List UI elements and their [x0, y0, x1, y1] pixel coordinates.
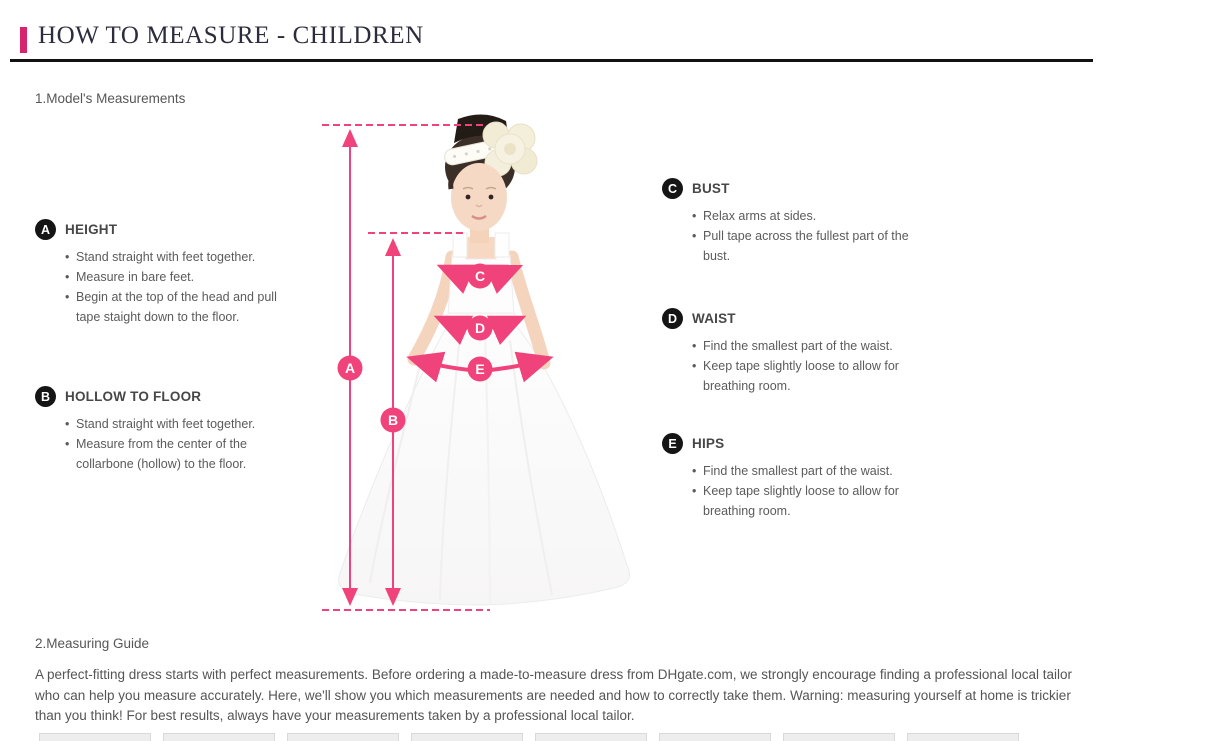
measurement-section-height: [35, 219, 297, 327]
model-measurements-heading: 1.Model's Measurements: [35, 91, 186, 106]
size-chart-cell: [783, 733, 895, 741]
measurement-diagram: [300, 105, 700, 625]
badge-e-icon: E: [662, 433, 683, 454]
measurement-title-hollow-to-floor: HOLLOW TO FLOOR: [65, 389, 202, 404]
bullet-item: • Find the smallest part of the waist.: [692, 461, 934, 481]
bullet-item: • Stand straight with feet together.: [65, 247, 297, 267]
badge-b-icon: B: [35, 386, 56, 407]
size-chart-cell: [287, 733, 399, 741]
size-chart-cell: [411, 733, 523, 741]
measurement-title-height: HEIGHT: [65, 222, 118, 237]
label-a: A: [344, 360, 356, 376]
measurement-section-waist: [662, 308, 934, 396]
measurement-section-hips: [662, 433, 934, 521]
bullet-item: • Stand straight with feet together.: [65, 414, 293, 434]
size-chart-cell: [659, 733, 771, 741]
label-b: B: [387, 412, 399, 428]
bullet-item: • Keep tape slightly loose to allow for breathing room.: [692, 356, 934, 396]
size-chart-cell: [39, 733, 151, 741]
size-chart-cell: [907, 733, 1019, 741]
bullet-item: • Measure from the center of the collarbone (hollow) to the floor.: [65, 434, 293, 474]
size-chart-header-row: [39, 733, 1019, 741]
bullet-item: • Keep tape slightly loose to allow for breathing room.: [692, 481, 934, 521]
bullet-item: • Begin at the top of the head and pull tape staight down to the floor.: [65, 287, 297, 327]
size-chart-cell: [535, 733, 647, 741]
bullet-item: • Relax arms at sides.: [692, 206, 930, 226]
measurement-title-bust: BUST: [692, 181, 730, 196]
badge-a-icon: A: [35, 219, 56, 240]
measurement-section-hollow-to-floor: [35, 386, 293, 474]
measuring-guide-paragraph: A perfect-fitting dress starts with perfect measurements. Before ordering a made-to-measure dress from DHgate.com, we strongly encourage finding a professional local tailor who can help you measure accurately. Here, we'll show you which measurements are needed and how to correctly take them. Warning: measuring yourself at home is trickier than you think! For best results, always have your measurements taken by a professional local tailor.: [35, 667, 1072, 723]
measuring-guide-heading: 2.Measuring Guide: [35, 636, 150, 651]
measurement-title-waist: WAIST: [692, 311, 736, 326]
size-chart-cell: [163, 733, 275, 741]
bullet-item: • Measure in bare feet.: [65, 267, 297, 287]
badge-c-icon: C: [662, 178, 683, 199]
header-divider: [10, 59, 1093, 62]
bullet-item: • Find the smallest part of the waist.: [692, 336, 934, 356]
model-face: [451, 163, 507, 231]
badge-d-icon: D: [662, 308, 683, 329]
label-d: D: [474, 320, 486, 336]
measurement-section-bust: [662, 178, 930, 266]
measurement-title-hips: HIPS: [692, 436, 725, 451]
bullet-item: • Pull tape across the fullest part of the bust.: [692, 226, 930, 266]
page-title: HOW TO MEASURE - CHILDREN: [38, 22, 424, 49]
label-e: E: [475, 361, 485, 377]
label-c: C: [474, 268, 486, 284]
title-accent-bar: [20, 27, 27, 53]
